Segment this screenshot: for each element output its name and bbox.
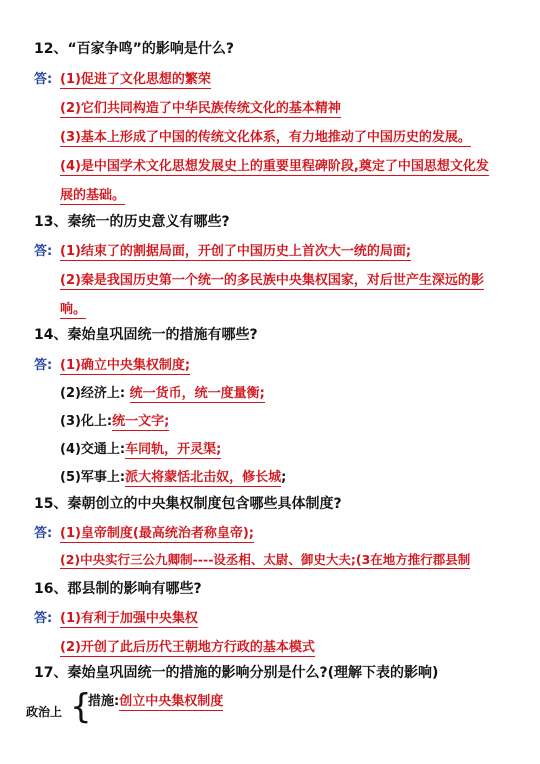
answer-14-line-5 — [60, 466, 286, 485]
answer-14-prefix-5: (5)军事上: — [60, 470, 126, 485]
answer-13-line-1 — [60, 240, 411, 259]
measure-line — [88, 690, 223, 709]
answer-12-label: 答: — [34, 72, 53, 87]
answer-12-line-4 — [60, 155, 489, 174]
answer-15-line-2 — [60, 550, 470, 568]
answer-14-suffix-5: ; — [281, 470, 287, 485]
measure-value: 创立中央集权制度 — [119, 694, 224, 709]
answer-13-text-2b: 响。 — [60, 302, 87, 317]
answer-12-line-5 — [60, 184, 125, 203]
answer-14-line-2 — [60, 382, 265, 401]
answer-16-line-2 — [60, 636, 315, 655]
answer-14-prefix-3: (3)化上: — [60, 414, 113, 429]
question-16-title: 16、郡县制的影响有哪些? — [34, 581, 202, 597]
answer-13-line-2 — [60, 269, 484, 288]
answer-12-text-2: (2)它们共同构造了中华民族传统文化的基本精神 — [60, 101, 341, 116]
question-17-title: 17、秦始皇巩固统一的措施的影响分别是什么?(理解下表的影响) — [34, 665, 439, 681]
answer-14-value-4: 车同轨，开灵渠; — [125, 442, 222, 457]
answer-16-text-1: (1)有利于加强中央集权 — [60, 611, 198, 626]
answer-16-line-1 — [60, 607, 198, 626]
question-13-title: 13、秦统一的历史意义有哪些? — [34, 214, 230, 230]
answer-14-prefix-4: (4)交通上: — [60, 442, 126, 457]
answer-14-line-4 — [60, 438, 221, 457]
answer-15-text-1: (1)皇帝制度(最高统治者称皇帝); — [60, 526, 255, 541]
politics-row-label: 政治上 — [26, 705, 63, 719]
answer-14-text-1: (1)确立中央集权制度; — [60, 358, 191, 373]
answer-12-line-2 — [60, 97, 341, 116]
answer-16-text-2: (2)开创了此后历代王朝地方行政的基本模式 — [60, 640, 315, 655]
answer-14-value-5: 派大将蒙恬北击奴，修长城 — [125, 470, 282, 485]
answer-14-value-2: 统一货币，统一度量衡; — [129, 386, 265, 401]
answer-15-label: 答: — [34, 526, 53, 541]
answer-12-text-4b: 展的基础。 — [60, 188, 126, 203]
answer-14-line-1 — [60, 354, 190, 373]
answer-14-label: 答: — [34, 358, 53, 373]
answer-15-line-1 — [60, 522, 254, 541]
answer-15-text-2: (2)中央实行三公九卿制----设丞相、太尉、御史大夫;(3在地方推行郡县制 — [60, 552, 471, 567]
answer-13-line-3 — [60, 298, 86, 317]
answer-12-text-1: (1)促进了文化思想的繁荣 — [60, 72, 211, 87]
left-brace: { — [70, 687, 92, 727]
answer-12-line-1 — [60, 68, 211, 87]
question-15-title: 15、秦朝创立的中央集权制度包含哪些具体制度? — [34, 496, 342, 512]
answer-13-text-2a: (2)秦是我国历史第一个统一的多民族中央集权国家，对后世产生深远的影 — [60, 273, 484, 288]
answer-13-text-1: (1)结束了的割据局面，开创了中国历史上首次大一统的局面; — [60, 244, 412, 259]
answer-14-line-3 — [60, 410, 169, 429]
answer-16-label: 答: — [34, 611, 53, 626]
answer-12-line-3 — [60, 126, 471, 145]
answer-13-label: 答: — [34, 244, 53, 259]
answer-14-prefix-2: (2)经济上: — [60, 386, 126, 401]
answer-14-value-3: 统一文字; — [112, 414, 170, 429]
question-12-title: 12、“百家争鸣”的影响是什么? — [34, 41, 235, 57]
measure-prefix: 措施: — [88, 694, 120, 709]
question-14-title: 14、秦始皇巩固统一的措施有哪些? — [34, 327, 258, 343]
answer-12-text-3: (3)基本上形成了中国的传统文化体系，有力地推动了中国历史的发展。 — [60, 130, 471, 145]
answer-12-text-4a: (4)是中国学术文化思想发展史上的重要里程碑阶段,奠定了中国思想文化发 — [60, 159, 489, 174]
